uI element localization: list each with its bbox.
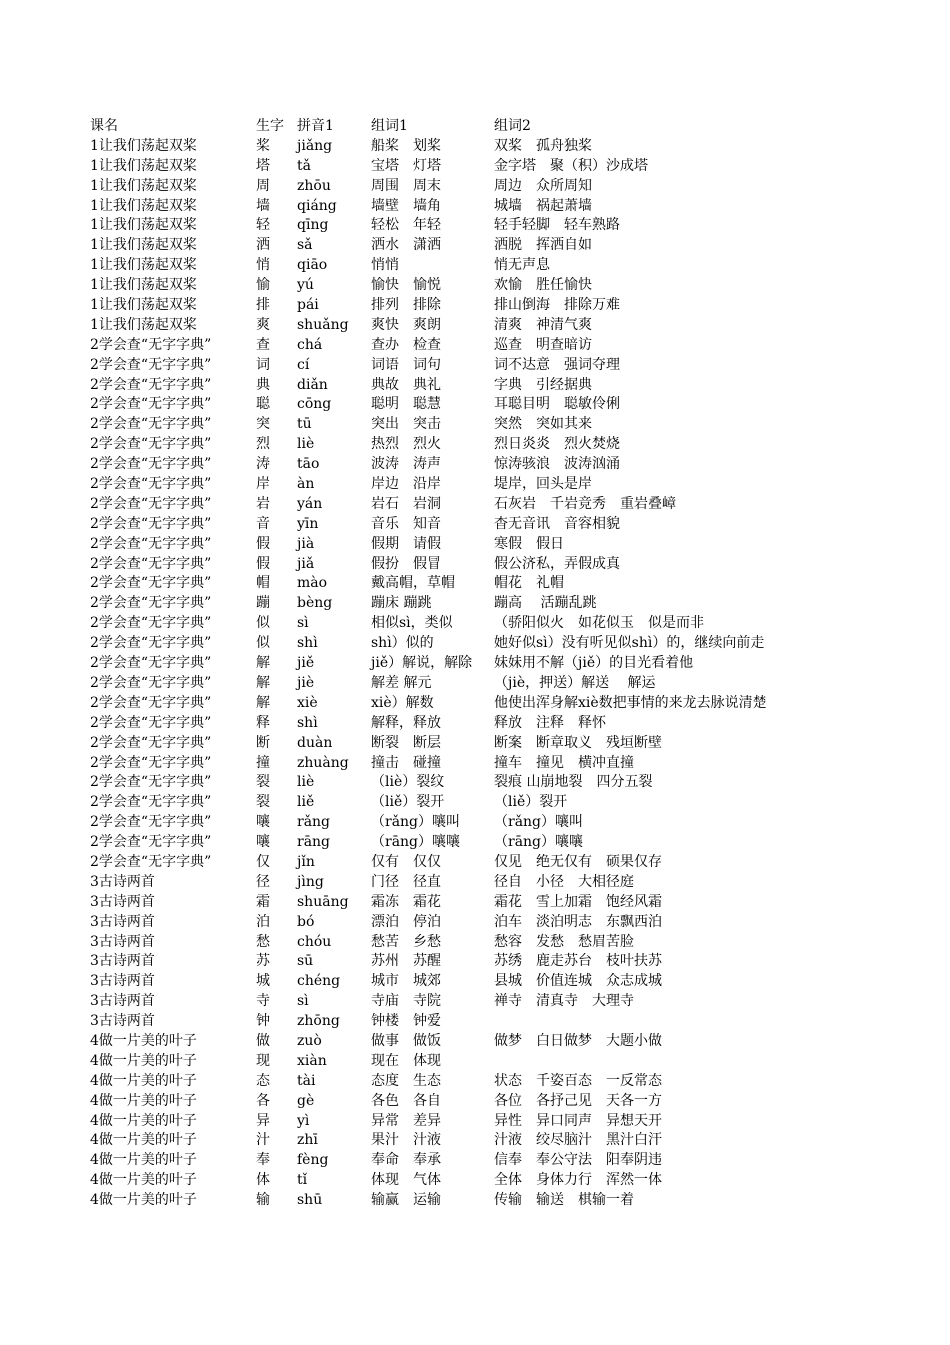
pinyin-cell: yú	[297, 277, 314, 294]
character-cell: 音	[256, 515, 270, 532]
words-1-cell: 门径 径直	[371, 873, 441, 890]
pinyin-cell: shū	[297, 1192, 323, 1209]
pinyin-cell: cōng	[297, 396, 332, 413]
header-pinyin: 拼音1	[297, 118, 334, 134]
lesson-cell: 2学会查“无字字典”	[90, 476, 212, 493]
words-1-cell: 突出 突击	[371, 416, 441, 433]
pinyin-cell: tū	[297, 416, 312, 433]
character-cell: 愉	[256, 277, 270, 294]
character-cell: 查	[256, 336, 270, 353]
pinyin-cell: qiāo	[297, 257, 328, 274]
character-cell: 词	[256, 356, 270, 373]
pinyin-cell: jiǎng	[297, 137, 333, 154]
words-2-cell: 仅见 绝无仅有 硕果仅存	[494, 853, 662, 870]
character-cell: 苏	[256, 953, 270, 970]
pinyin-cell: yán	[297, 495, 323, 512]
lesson-cell: 4做一片美的叶子	[90, 1092, 197, 1109]
words-2-cell: 双桨 孤舟独桨	[494, 137, 592, 154]
words-1-cell: 排列 排除	[371, 297, 441, 314]
words-1-cell: 音乐 知音	[371, 515, 441, 532]
character-cell: 奉	[256, 1152, 270, 1169]
pinyin-cell: qīng	[297, 217, 329, 234]
lesson-cell: 2学会查“无字字典”	[90, 635, 212, 652]
pinyin-cell: liě	[297, 794, 315, 811]
words-2-cell: 传输 输送 棋输一着	[494, 1192, 634, 1209]
words-2-cell: 排山倒海 排除万难	[494, 297, 620, 314]
pinyin-cell: qiáng	[297, 197, 337, 214]
character-cell: 典	[256, 376, 270, 393]
lesson-cell: 1让我们荡起双桨	[90, 297, 197, 314]
words-2-cell: 悄无声息	[494, 257, 550, 274]
character-cell: 排	[256, 297, 270, 314]
character-cell: 岸	[256, 476, 270, 493]
words-1-cell: 轻松 年轻	[371, 217, 441, 234]
pinyin-cell: mào	[297, 575, 328, 592]
words-1-cell: 聪明 聪慧	[371, 396, 441, 413]
lesson-cell: 2学会查“无字字典”	[90, 396, 212, 413]
lesson-cell: 1让我们荡起双桨	[90, 257, 197, 274]
lesson-cell: 2学会查“无字字典”	[90, 674, 212, 691]
pinyin-cell: duàn	[297, 734, 333, 751]
words-2-cell: 突然 突如其来	[494, 416, 592, 433]
character-cell: 突	[256, 416, 270, 433]
words-1-cell: 断裂 断层	[371, 734, 441, 751]
character-cell: 输	[256, 1192, 270, 1209]
words-1-cell: 愁苦 乡愁	[371, 933, 441, 950]
words-2-cell: （liě）裂开	[494, 794, 568, 811]
character-cell: 洒	[256, 237, 270, 254]
words-1-cell: （liè）裂纹	[371, 774, 445, 791]
words-1-cell: 撞击 碰撞	[371, 754, 441, 771]
words-1-cell: 漂泊 停泊	[371, 913, 441, 930]
character-cell: 体	[256, 1172, 270, 1189]
words-1-cell: 寺庙 寺院	[371, 993, 441, 1010]
character-cell: 嚷	[256, 814, 270, 831]
words-1-cell: 输赢 运输	[371, 1192, 441, 1209]
pinyin-cell: chá	[297, 336, 323, 353]
lesson-cell: 4做一片美的叶子	[90, 1172, 197, 1189]
words-1-cell: （rǎng）嚷叫	[371, 814, 461, 831]
words-2-cell: 欢愉 胜任愉快	[494, 277, 592, 294]
words-1-cell: 解差 解元	[371, 674, 432, 691]
words-1-cell: 戴高帽，草帽	[371, 575, 455, 592]
lesson-cell: 2学会查“无字字典”	[90, 814, 212, 831]
words-1-cell: 苏州 苏醒	[371, 953, 441, 970]
pinyin-cell: zhuàng	[297, 754, 349, 771]
words-2-cell: 霜花 雪上加霜 饱经风霜	[494, 893, 662, 910]
character-cell: 仅	[256, 853, 270, 870]
pinyin-cell: diǎn	[297, 376, 328, 393]
pinyin-cell: rǎng	[297, 814, 331, 831]
pinyin-cell: xiè	[297, 694, 318, 711]
words-1-cell: 异常 差异	[371, 1112, 441, 1129]
lesson-cell: 2学会查“无字字典”	[90, 495, 212, 512]
pinyin-cell: gè	[297, 1092, 315, 1109]
words-2-cell: 禅寺 清真寺 大理寺	[494, 993, 634, 1010]
lesson-cell: 3古诗两首	[90, 913, 155, 930]
pinyin-cell: zhōu	[297, 177, 331, 194]
words-2-cell: 轻手轻脚 轻车熟路	[494, 217, 620, 234]
lesson-cell: 2学会查“无字字典”	[90, 714, 212, 731]
character-cell: 周	[256, 177, 270, 194]
pinyin-cell: yì	[297, 1112, 310, 1129]
words-2-cell: 城墙 祸起萧墙	[494, 197, 592, 214]
pinyin-cell: jiě	[297, 655, 315, 672]
character-cell: 假	[256, 535, 270, 552]
words-2-cell: 假公济私，弄假成真	[494, 555, 620, 572]
character-cell: 涛	[256, 456, 270, 473]
words-2-cell: 洒脱 挥洒自如	[494, 237, 592, 254]
pinyin-cell: jiǎ	[297, 555, 315, 572]
character-cell: 泊	[256, 913, 270, 930]
lesson-cell: 1让我们荡起双桨	[90, 316, 197, 333]
words-2-cell: 烈日炎炎 烈火焚烧	[494, 436, 620, 453]
lesson-cell: 2学会查“无字字典”	[90, 376, 212, 393]
character-cell: 悄	[256, 257, 270, 274]
character-cell: 解	[256, 694, 270, 711]
words-2-cell: 堤岸，回头是岸	[494, 476, 592, 493]
words-2-cell: 惊涛骇浪 波涛汹涌	[494, 456, 620, 473]
words-2-cell: 断案 断章取义 残垣断壁	[494, 734, 662, 751]
words-1-cell: 周围 周末	[371, 177, 441, 194]
lesson-cell: 3古诗两首	[90, 1013, 155, 1030]
character-cell: 嚷	[256, 834, 270, 851]
pinyin-cell: shì	[297, 635, 318, 652]
words-1-cell: 愉快 愉悦	[371, 277, 441, 294]
character-cell: 聪	[256, 396, 270, 413]
words-2-cell: 愁容 发愁 愁眉苦脸	[494, 933, 634, 950]
lesson-cell: 2学会查“无字字典”	[90, 734, 212, 751]
words-2-cell: 状态 千姿百态 一反常态	[494, 1072, 662, 1089]
character-cell: 现	[256, 1052, 270, 1069]
character-cell: 轻	[256, 217, 270, 234]
character-cell: 爽	[256, 316, 270, 333]
character-cell: 解	[256, 674, 270, 691]
words-2-cell: 耳聪目明 聪敏伶俐	[494, 396, 620, 413]
lesson-cell: 2学会查“无字字典”	[90, 853, 212, 870]
header-lesson-name: 课名	[90, 118, 118, 134]
words-1-cell: 岸边 沿岸	[371, 476, 441, 493]
words-1-cell: 现在 体现	[371, 1052, 441, 1069]
lesson-cell: 2学会查“无字字典”	[90, 436, 212, 453]
character-cell: 异	[256, 1112, 270, 1129]
lesson-cell: 1让我们荡起双桨	[90, 197, 197, 214]
lesson-cell: 1让我们荡起双桨	[90, 157, 197, 174]
lesson-cell: 2学会查“无字字典”	[90, 416, 212, 433]
pinyin-cell: liè	[297, 436, 315, 453]
character-cell: 霜	[256, 893, 270, 910]
words-2-cell: （jiè，押送）解送 解运	[494, 674, 656, 691]
words-2-cell: 帽花 礼帽	[494, 575, 564, 592]
lesson-cell: 2学会查“无字字典”	[90, 655, 212, 672]
lesson-cell: 2学会查“无字字典”	[90, 535, 212, 552]
words-2-cell: 周边 众所周知	[494, 177, 592, 194]
words-1-cell: 蹦床 蹦跳	[371, 595, 432, 612]
character-cell: 寺	[256, 993, 270, 1010]
character-cell: 愁	[256, 933, 270, 950]
character-cell: 撞	[256, 754, 270, 771]
words-2-cell: 杳无音讯 音容相貌	[494, 515, 620, 532]
words-2-cell: 苏绣 鹿走苏台 枝叶扶苏	[494, 953, 662, 970]
pinyin-cell: liè	[297, 774, 315, 791]
lesson-cell: 4做一片美的叶子	[90, 1032, 197, 1049]
words-1-cell: 爽快 爽朗	[371, 316, 441, 333]
pinyin-cell: rāng	[297, 834, 331, 851]
lesson-cell: 2学会查“无字字典”	[90, 575, 212, 592]
pinyin-cell: tǎ	[297, 157, 311, 174]
lesson-cell: 4做一片美的叶子	[90, 1112, 197, 1129]
words-1-cell: 典故 典礼	[371, 376, 441, 393]
lesson-cell: 2学会查“无字字典”	[90, 456, 212, 473]
lesson-cell: 2学会查“无字字典”	[90, 595, 212, 612]
lesson-cell: 3古诗两首	[90, 893, 155, 910]
lesson-cell: 4做一片美的叶子	[90, 1072, 197, 1089]
words-2-cell: 他使出浑身解xiè数把事情的来龙去脉说清楚	[494, 694, 767, 711]
lesson-cell: 2学会查“无字字典”	[90, 694, 212, 711]
pinyin-cell: àn	[297, 476, 315, 493]
words-2-cell: 寒假 假日	[494, 535, 564, 552]
lesson-cell: 2学会查“无字字典”	[90, 754, 212, 771]
character-cell: 墙	[256, 197, 270, 214]
character-cell: 汁	[256, 1132, 270, 1149]
words-2-cell: 她好似sì）没有听见似shì）的，继续向前走	[494, 635, 765, 652]
character-cell: 岩	[256, 495, 270, 512]
words-2-cell: 清爽 神清气爽	[494, 316, 592, 333]
pinyin-cell: sì	[297, 993, 309, 1010]
words-2-cell: 词不达意 强词夺理	[494, 356, 620, 373]
lesson-cell: 4做一片美的叶子	[90, 1152, 197, 1169]
words-2-cell: 信奉 奉公守法 阳奉阴违	[494, 1152, 662, 1169]
pinyin-cell: tài	[297, 1072, 316, 1089]
character-cell: 钟	[256, 1013, 270, 1030]
words-1-cell: 洒水 潇洒	[371, 237, 441, 254]
words-2-cell: （rǎng）嚷叫	[494, 814, 584, 831]
words-2-cell: 各位 各抒己见 天各一方	[494, 1092, 662, 1109]
lesson-cell: 3古诗两首	[90, 873, 155, 890]
character-cell: 做	[256, 1032, 270, 1049]
lesson-cell: 1让我们荡起双桨	[90, 137, 197, 154]
pinyin-cell: shuǎng	[297, 316, 349, 333]
pinyin-cell: cí	[297, 356, 310, 373]
pinyin-cell: chéng	[297, 973, 341, 990]
words-1-cell: 波涛 涛声	[371, 456, 441, 473]
pinyin-cell: zhī	[297, 1132, 318, 1149]
pinyin-cell: bèng	[297, 595, 333, 612]
pinyin-cell: shuāng	[297, 893, 349, 910]
words-1-cell: 假扮 假冒	[371, 555, 441, 572]
lesson-cell: 4做一片美的叶子	[90, 1132, 197, 1149]
words-2-cell: 蹦高 活蹦乱跳	[494, 595, 597, 612]
lesson-cell: 2学会查“无字字典”	[90, 515, 212, 532]
words-1-cell: 霜冻 霜花	[371, 893, 441, 910]
character-cell: 烈	[256, 436, 270, 453]
words-1-cell: 相似sì，类似	[371, 615, 453, 632]
pinyin-cell: jià	[297, 535, 315, 552]
lesson-cell: 2学会查“无字字典”	[90, 555, 212, 572]
words-2-cell: 做梦 白日做梦 大题小做	[494, 1032, 662, 1049]
words-2-cell: 释放 注释 释怀	[494, 714, 606, 731]
pinyin-cell: xiàn	[297, 1052, 327, 1069]
words-1-cell: 墙壁 墙角	[371, 197, 441, 214]
lesson-cell: 3古诗两首	[90, 973, 155, 990]
character-cell: 似	[256, 635, 270, 652]
words-1-cell: （liě）裂开	[371, 794, 445, 811]
words-2-cell: 异性 异口同声 异想天开	[494, 1112, 662, 1129]
pinyin-cell: bó	[297, 913, 315, 930]
pinyin-cell: shì	[297, 714, 318, 731]
words-2-cell: （rāng）嚷嚷	[494, 834, 584, 851]
words-2-cell: 泊车 淡泊明志 东飘西泊	[494, 913, 662, 930]
character-cell: 蹦	[256, 595, 270, 612]
words-2-cell: 裂痕 山崩地裂 四分五裂	[494, 774, 653, 791]
words-1-cell: 岩石 岩洞	[371, 495, 441, 512]
words-1-cell: 城市 城郊	[371, 973, 441, 990]
lesson-cell: 3古诗两首	[90, 993, 155, 1010]
lesson-cell: 1让我们荡起双桨	[90, 217, 197, 234]
words-2-cell: 汁液 绞尽脑汁 黑汁白汗	[494, 1132, 662, 1149]
character-cell: 城	[256, 973, 270, 990]
header-character: 生字	[256, 118, 284, 134]
pinyin-cell: fèng	[297, 1152, 329, 1169]
lesson-cell: 1让我们荡起双桨	[90, 277, 197, 294]
character-cell: 塔	[256, 157, 270, 174]
character-cell: 解	[256, 655, 270, 672]
words-1-cell: 钟楼 钟爱	[371, 1013, 441, 1030]
pinyin-cell: jǐn	[297, 853, 315, 870]
words-2-cell: 巡查 明查暗访	[494, 336, 592, 353]
words-1-cell: 各色 各自	[371, 1092, 441, 1109]
pinyin-cell: sǎ	[297, 237, 313, 254]
lesson-cell: 4做一片美的叶子	[90, 1052, 197, 1069]
pinyin-cell: zuò	[297, 1032, 322, 1049]
pinyin-cell: pái	[297, 297, 319, 314]
header-words-1: 组词1	[371, 118, 408, 134]
words-1-cell: 解释，释放	[371, 714, 441, 731]
character-cell: 帽	[256, 575, 270, 592]
pinyin-cell: sì	[297, 615, 309, 632]
words-1-cell: 假期 请假	[371, 535, 441, 552]
words-2-cell: 妹妹用不解（jiě）的目光看着他	[494, 655, 694, 672]
words-1-cell: jiě）解说，解除	[371, 655, 473, 672]
character-cell: 断	[256, 734, 270, 751]
lesson-cell: 3古诗两首	[90, 953, 155, 970]
pinyin-cell: jìng	[297, 873, 324, 890]
lesson-cell: 3古诗两首	[90, 933, 155, 950]
words-2-cell: 石灰岩 千岩竞秀 重岩叠嶂	[494, 495, 676, 512]
words-2-cell: 全体 身体力行 浑然一体	[494, 1172, 662, 1189]
pinyin-cell: tāo	[297, 456, 320, 473]
words-1-cell: 船桨 划桨	[371, 137, 441, 154]
lesson-cell: 2学会查“无字字典”	[90, 356, 212, 373]
lesson-cell: 1让我们荡起双桨	[90, 237, 197, 254]
words-1-cell: shì）似的	[371, 635, 434, 652]
character-cell: 态	[256, 1072, 270, 1089]
words-1-cell: 词语 词句	[371, 356, 441, 373]
words-1-cell: 态度 生态	[371, 1072, 441, 1089]
pinyin-cell: sū	[297, 953, 314, 970]
words-2-cell: 字典 引经据典	[494, 376, 592, 393]
lesson-cell: 2学会查“无字字典”	[90, 615, 212, 632]
words-2-cell: 金字塔 聚（积）沙成塔	[494, 157, 648, 174]
lesson-cell: 2学会查“无字字典”	[90, 336, 212, 353]
words-2-cell: 径自 小径 大相径庭	[494, 873, 634, 890]
words-1-cell: 查办 检查	[371, 336, 441, 353]
words-1-cell: 奉命 奉承	[371, 1152, 441, 1169]
lesson-cell: 2学会查“无字字典”	[90, 794, 212, 811]
words-1-cell: 果汁 汁液	[371, 1132, 441, 1149]
words-2-cell: （骄阳似火 如花似玉 似是而非	[494, 615, 704, 632]
words-1-cell: 做事 做饭	[371, 1032, 441, 1049]
pinyin-cell: jiè	[297, 674, 315, 691]
character-cell: 似	[256, 615, 270, 632]
lesson-cell: 4做一片美的叶子	[90, 1192, 197, 1209]
character-cell: 各	[256, 1092, 270, 1109]
lesson-cell: 1让我们荡起双桨	[90, 177, 197, 194]
pinyin-cell: zhōng	[297, 1013, 340, 1030]
lesson-cell: 2学会查“无字字典”	[90, 774, 212, 791]
character-cell: 假	[256, 555, 270, 572]
character-cell: 裂	[256, 794, 270, 811]
words-1-cell: 悄悄	[371, 257, 399, 274]
character-cell: 释	[256, 714, 270, 731]
words-1-cell: （rāng）嚷嚷	[371, 834, 461, 851]
words-1-cell: xiè）解数	[371, 694, 434, 711]
character-cell: 径	[256, 873, 270, 890]
character-cell: 桨	[256, 137, 270, 154]
words-2-cell: 撞车 撞见 横冲直撞	[494, 754, 634, 771]
words-2-cell: 县城 价值连城 众志成城	[494, 973, 662, 990]
lesson-cell: 2学会查“无字字典”	[90, 834, 212, 851]
pinyin-cell: chóu	[297, 933, 332, 950]
words-1-cell: 体现 气体	[371, 1172, 441, 1189]
words-1-cell: 宝塔 灯塔	[371, 157, 441, 174]
header-words-2: 组词2	[494, 118, 531, 134]
pinyin-cell: yīn	[297, 515, 319, 532]
pinyin-cell: tǐ	[297, 1172, 308, 1189]
character-cell: 裂	[256, 774, 270, 791]
words-1-cell: 仅有 仅仅	[371, 853, 441, 870]
words-1-cell: 热烈 烈火	[371, 436, 441, 453]
